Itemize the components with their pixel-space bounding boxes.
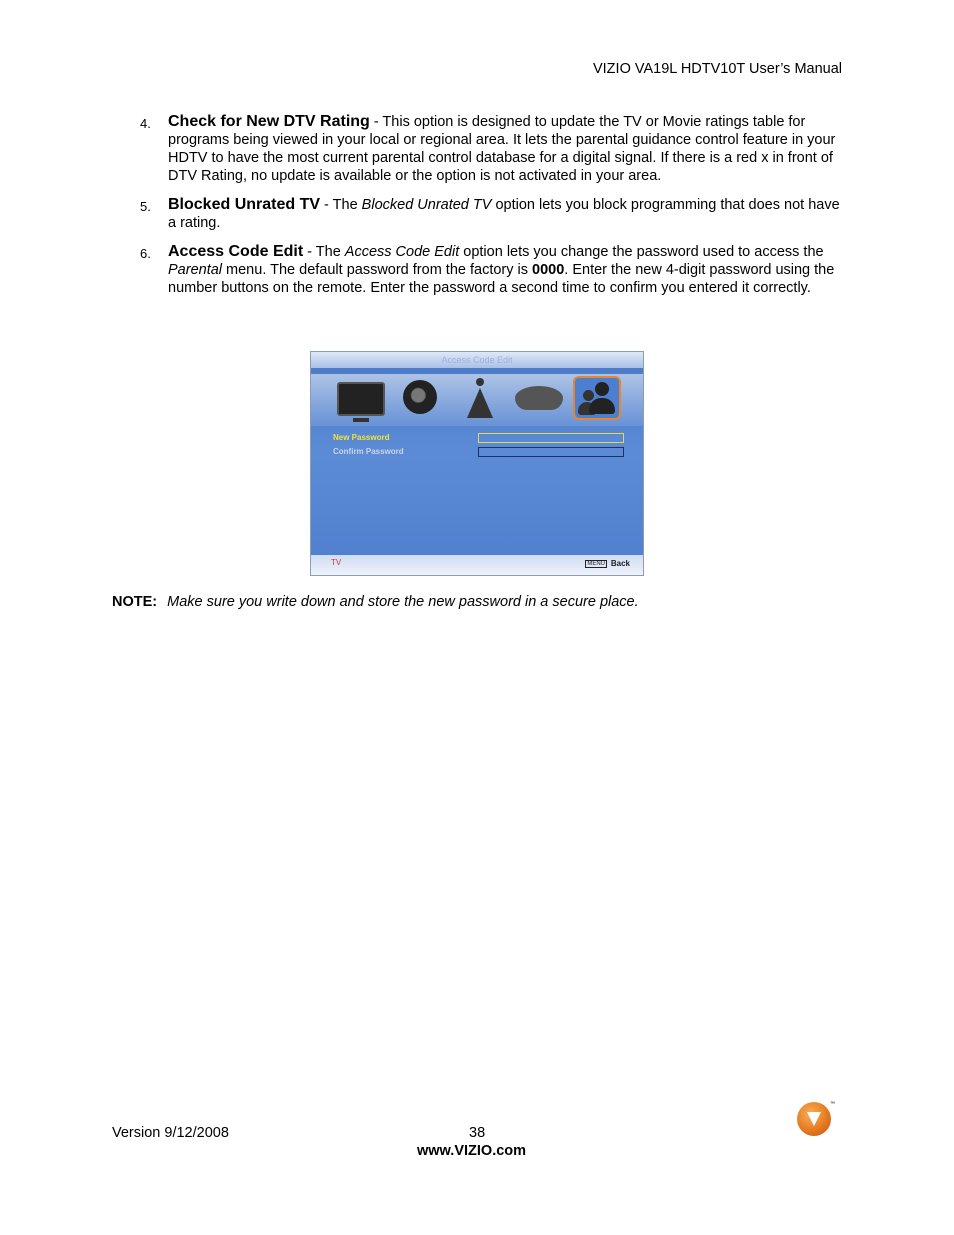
- confirm-password-label: Confirm Password: [333, 447, 404, 456]
- page-number: 38: [469, 1125, 486, 1141]
- tv-icon: [337, 382, 385, 416]
- menu-icon-row: [311, 374, 643, 426]
- list-item-check-dtv-rating: [112, 113, 842, 185]
- note: [112, 594, 639, 610]
- item-text: option lets you block programming that does not have a rating.: [168, 197, 840, 231]
- dish-icon: [515, 386, 563, 410]
- parental-icon-body: [589, 398, 615, 414]
- manual-header: VIZIO VA19L HDTV10T User’s Manual: [592, 61, 842, 77]
- item-number: 6.: [140, 246, 151, 261]
- item-text: - The: [320, 197, 362, 213]
- item-title: Check for New DTV Rating: [168, 113, 370, 130]
- back-label: Back: [610, 559, 630, 568]
- footer-version: Version 9/12/2008: [112, 1125, 229, 1141]
- note-text: Make sure you write down and store the new password in a secure place.: [167, 594, 639, 610]
- item-italic: Blocked Unrated TV: [361, 197, 492, 213]
- item-title: Blocked Unrated TV: [168, 196, 321, 213]
- input-source-label: TV: [331, 558, 342, 567]
- item-text: option lets you change the password used to access the: [459, 244, 824, 260]
- trademark-mark: ™: [830, 1101, 835, 1107]
- item-italic: Access Code Edit: [344, 244, 460, 260]
- item-text: - This option is designed to update the TV or Movie ratings table for programs being viewed in your local or regional area. It lets the parental guidance control feature in your HDTV to have the most current parental control database for a digital signal. If there is a red x in front of DTV Rating, no update is available or the option is not activated in your area.: [168, 114, 836, 184]
- item-text: . Enter the new 4-digit password using the number buttons on the remote. Enter the password a second time to confirm you entered it correctly.: [168, 262, 835, 296]
- item-italic: Parental: [168, 262, 223, 278]
- item-title: Access Code Edit: [168, 243, 304, 260]
- list-item-access-code-edit: [112, 243, 842, 297]
- tower-icon: [467, 378, 493, 418]
- parental-icon: [573, 376, 621, 420]
- option-list: [112, 113, 842, 308]
- menu-key-icon: MENU: [587, 561, 605, 567]
- vizio-logo-icon: [797, 1102, 831, 1136]
- screen-title: Access Code Edit: [441, 355, 513, 365]
- access-code-edit-screenshot: [310, 351, 644, 576]
- item-text: - The: [303, 244, 345, 260]
- parental-icon-head-small: [583, 390, 594, 401]
- new-password-field: [478, 433, 624, 443]
- note-label: NOTE:: [112, 594, 158, 610]
- footer-url: www.VIZIO.com: [417, 1143, 527, 1159]
- confirm-password-field: [478, 447, 624, 457]
- item-number: 5.: [140, 199, 151, 214]
- default-password: 0000: [532, 262, 565, 278]
- audio-icon: [403, 380, 437, 414]
- new-password-label: New Password: [333, 433, 390, 442]
- list-item-blocked-unrated-tv: [112, 196, 842, 232]
- parental-icon-head: [595, 382, 609, 396]
- item-text: menu. The default password from the factory is: [222, 262, 533, 278]
- item-number: 4.: [140, 116, 151, 131]
